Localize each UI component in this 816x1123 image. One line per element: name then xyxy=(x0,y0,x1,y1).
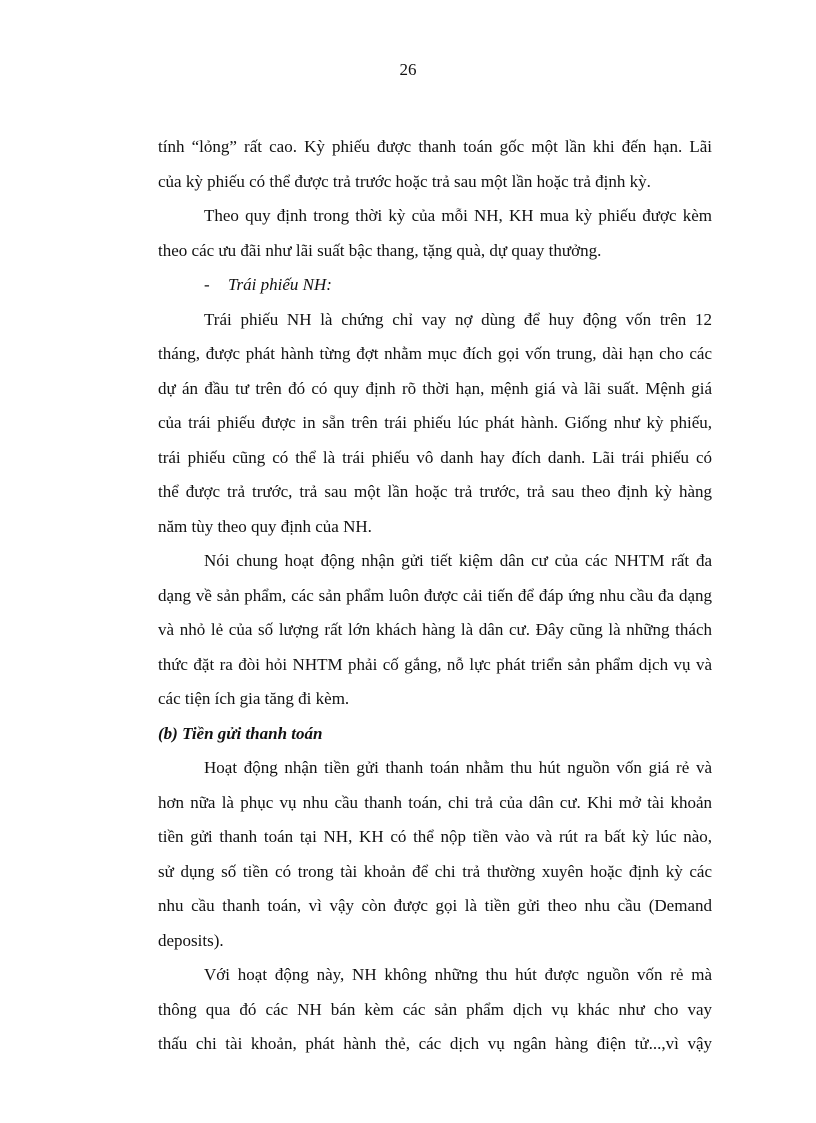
text-line: và nhỏ lẻ của số lượng rất lớn khách hàng là dân cư. Đây cũng là những thách xyxy=(158,620,712,639)
text-line: theo các ưu đãi như lãi suất bậc thang, tặng quà, dự quay thưởng. xyxy=(158,240,602,260)
text-line: Trái phiếu NH là chứng chỉ vay nợ dùng để huy động vốn trên 12 xyxy=(204,309,712,329)
text-line: nhu cầu thanh toán, vì vậy còn được gọi là tiền gửi theo nhu cầu (Demand xyxy=(158,896,712,915)
bullet-trai-phieu xyxy=(158,268,712,303)
text-line: deposits). xyxy=(158,930,224,950)
text-line: thể được trả trước, trả sau một lần hoặc trả trước, trả sau theo định kỳ hàng xyxy=(158,482,712,501)
paragraph-tiet-kiem-dan-cu xyxy=(158,544,712,717)
text-line: dạng về sản phẩm, các sản phẩm luôn được cải tiến để đáp ứng nhu cầu đa dạng xyxy=(158,585,712,605)
text-line: năm tùy theo quy định của NH. xyxy=(158,516,372,536)
text-line: Nói chung hoạt động nhận gửi tiết kiệm dân cư của các NHTM rất đa xyxy=(204,551,712,570)
text-line: Hoạt động nhận tiền gửi thanh toán nhằm thu hút nguồn vốn giá rẻ và xyxy=(204,758,712,777)
text-line: tiền gửi thanh toán tại NH, KH có thể nộp tiền vào và rút ra bất kỳ lúc nào, xyxy=(158,827,712,846)
paragraph-ky-phieu-continued xyxy=(158,130,712,199)
text-line: Theo quy định trong thời kỳ của mỗi NH, KH mua kỳ phiếu được kèm xyxy=(204,206,712,225)
text-line: trái phiếu cũng có thể là trái phiếu vô danh hay đích danh. Lãi trái phiếu có xyxy=(158,447,712,467)
page-number: 26 xyxy=(399,60,417,79)
bullet-dash: - xyxy=(204,275,210,294)
text-line: thông qua đó các NH bán kèm các sản phẩm dịch vụ khác như cho vay xyxy=(158,999,712,1019)
text-line: hơn nữa là phục vụ nhu cầu thanh toán, chi trả của dân cư. Khi mở tài khoản xyxy=(158,792,712,812)
paragraph-trai-phieu xyxy=(158,303,712,545)
text-line: thấu chi tài khoản, phát hành thẻ, các dịch vụ ngân hàng điện tử...,vì vậy xyxy=(158,1034,712,1053)
bullet-label: Trái phiếu NH: xyxy=(228,275,332,294)
section-heading-tien-gui-thanh-toan: (b) Tiền gửi thanh toán xyxy=(158,723,323,743)
text-line: Với hoạt động này, NH không những thu hút được nguồn vốn rẻ mà xyxy=(204,965,712,984)
text-line: tính “lỏng” rất cao. Kỳ phiếu được thanh toán gốc một lần khi đến hạn. Lãi xyxy=(158,137,712,156)
text-line: các tiện ích gia tăng đi kèm. xyxy=(158,689,350,708)
text-line: của trái phiếu được in sẵn trên trái phiếu lúc phát hành. Giống như kỳ phiếu, xyxy=(158,413,712,432)
text-line: dự án đầu tư trên đó có quy định rõ thời hạn, mệnh giá và lãi suất. Mệnh giá xyxy=(158,378,712,398)
text-line: của kỳ phiếu có thể được trả trước hoặc trả sau một lần hoặc trả định kỳ. xyxy=(158,171,651,191)
text-line: tháng, được phát hành từng đợt nhằm mục đích gọi vốn trung, dài hạn cho các xyxy=(158,344,712,363)
text-line: sử dụng số tiền có trong tài khoản để chi trả thường xuyên hoặc định kỳ các xyxy=(158,861,712,881)
document-body xyxy=(158,130,712,1062)
paragraph-tien-gui-thanh-toan xyxy=(158,751,712,958)
text-line: thức đặt ra đòi hỏi NHTM phải cố gắng, nỗ lực phát triển sản phẩm dịch vụ và xyxy=(158,654,712,674)
paragraph-uu-dai xyxy=(158,199,712,268)
paragraph-hoat-dong-nay xyxy=(158,958,712,1062)
